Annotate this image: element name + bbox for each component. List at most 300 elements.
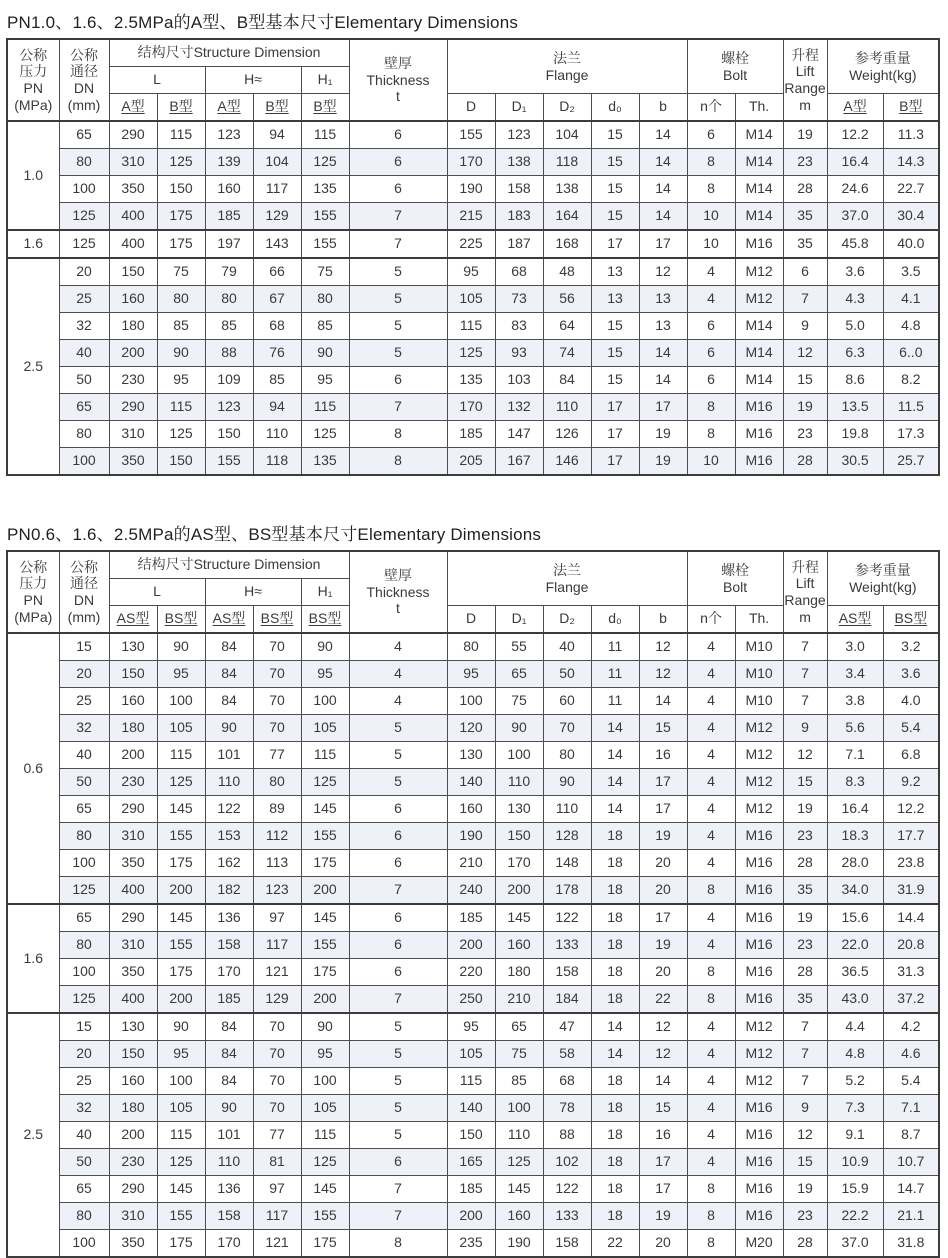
bolt-subheader: Th. <box>735 606 783 634</box>
value-cell: 95 <box>447 1013 495 1041</box>
value-cell: 145 <box>301 796 349 823</box>
value-cell: 6 <box>349 796 447 823</box>
value-cell: 145 <box>301 1176 349 1203</box>
value-cell: 165 <box>447 1149 495 1176</box>
value-cell: 121 <box>253 959 301 986</box>
value-cell: 36.5 <box>827 959 883 986</box>
table-row <box>7 877 939 905</box>
value-cell: 23 <box>783 149 827 176</box>
value-cell: 7 <box>349 203 447 231</box>
value-cell: 122 <box>205 796 253 823</box>
dimension-table-ab <box>6 38 940 476</box>
dn-cell: 100 <box>59 959 109 986</box>
value-cell: 13 <box>639 313 687 340</box>
value-cell: 12 <box>639 661 687 688</box>
value-cell: 250 <box>447 986 495 1014</box>
dn-cell: 25 <box>59 1068 109 1095</box>
table-row <box>7 633 939 661</box>
value-cell: 205 <box>447 448 495 476</box>
value-cell: 15 <box>783 367 827 394</box>
value-cell: 17 <box>639 769 687 796</box>
dn-header: 公称 通径 DN (mm) <box>59 551 109 633</box>
value-cell: 18 <box>591 1203 639 1230</box>
value-cell: 6 <box>349 932 447 959</box>
value-cell: 215 <box>447 203 495 231</box>
value-cell: 17.3 <box>883 421 939 448</box>
value-cell: 100 <box>301 688 349 715</box>
value-cell: 18.3 <box>827 823 883 850</box>
value-cell: 5 <box>349 286 447 313</box>
value-cell: 118 <box>543 149 591 176</box>
value-cell: 8 <box>687 421 735 448</box>
value-cell: 14 <box>591 1013 639 1041</box>
flange-subheader: D₁ <box>495 94 543 122</box>
value-cell: 70 <box>253 688 301 715</box>
value-cell: 8 <box>687 149 735 176</box>
value-cell: 5 <box>349 1095 447 1122</box>
value-cell: 84 <box>205 1068 253 1095</box>
value-cell: 8 <box>349 448 447 476</box>
value-cell: 155 <box>301 932 349 959</box>
value-cell: 105 <box>447 1041 495 1068</box>
dn-cell: 50 <box>59 367 109 394</box>
dn-cell: 20 <box>59 661 109 688</box>
value-cell: 31.8 <box>883 1230 939 1258</box>
value-cell: 14.4 <box>883 904 939 932</box>
value-cell: M14 <box>735 203 783 231</box>
value-cell: M14 <box>735 340 783 367</box>
value-cell: 158 <box>495 176 543 203</box>
value-cell: M16 <box>735 959 783 986</box>
value-cell: 7 <box>783 633 827 661</box>
dn-cell: 32 <box>59 313 109 340</box>
value-cell: M12 <box>735 1068 783 1095</box>
value-cell: 170 <box>205 1230 253 1258</box>
value-cell: 185 <box>447 421 495 448</box>
value-cell: 110 <box>543 796 591 823</box>
value-cell: 230 <box>109 769 157 796</box>
value-cell: 15 <box>639 1095 687 1122</box>
value-cell: 8.2 <box>883 367 939 394</box>
value-cell: 80 <box>157 286 205 313</box>
value-cell: 84 <box>543 367 591 394</box>
value-cell: 95 <box>157 367 205 394</box>
value-cell: 135 <box>447 367 495 394</box>
value-cell: 84 <box>205 1041 253 1068</box>
value-cell: 4 <box>687 661 735 688</box>
value-cell: 70 <box>543 715 591 742</box>
dn-cell: 80 <box>59 823 109 850</box>
value-cell: 125 <box>301 1149 349 1176</box>
value-cell: 7 <box>349 986 447 1014</box>
value-cell: M16 <box>735 986 783 1014</box>
value-cell: 155 <box>157 1203 205 1230</box>
value-cell: 310 <box>109 421 157 448</box>
thickness-header: 壁厚 Thickness t <box>349 551 447 633</box>
value-cell: 182 <box>205 877 253 905</box>
dn-cell: 32 <box>59 715 109 742</box>
value-cell: 70 <box>253 1013 301 1041</box>
value-cell: 17 <box>639 1176 687 1203</box>
value-cell: 155 <box>447 121 495 149</box>
flange-subheader: D <box>447 94 495 122</box>
value-cell: 4 <box>687 258 735 286</box>
value-cell: 23 <box>783 823 827 850</box>
pn-group-cell: 0.6 <box>7 633 59 904</box>
value-cell: 115 <box>157 1122 205 1149</box>
value-cell: 104 <box>253 149 301 176</box>
value-cell: 7 <box>783 286 827 313</box>
value-cell: 12 <box>639 1013 687 1041</box>
value-cell: M10 <box>735 688 783 715</box>
value-cell: 12 <box>639 258 687 286</box>
value-cell: 14 <box>639 176 687 203</box>
value-cell: 30.4 <box>883 203 939 231</box>
value-cell: 4.3 <box>827 286 883 313</box>
value-cell: 11.5 <box>883 394 939 421</box>
value-cell: 17 <box>591 448 639 476</box>
flange-header: 法兰 Flange <box>447 39 687 94</box>
value-cell: 123 <box>205 394 253 421</box>
value-cell: 126 <box>543 421 591 448</box>
value-cell: 145 <box>157 904 205 932</box>
dn-cell: 125 <box>59 986 109 1014</box>
value-cell: 7.1 <box>883 1095 939 1122</box>
table-row <box>7 340 939 367</box>
value-cell: 90 <box>495 715 543 742</box>
value-cell: 14 <box>591 796 639 823</box>
weight-type-subheader: A型 <box>827 94 883 122</box>
value-cell: 148 <box>543 850 591 877</box>
value-cell: 125 <box>157 149 205 176</box>
value-cell: 75 <box>301 258 349 286</box>
value-cell: 17 <box>639 904 687 932</box>
table-row <box>7 796 939 823</box>
value-cell: 14 <box>639 340 687 367</box>
value-cell: 200 <box>109 1122 157 1149</box>
value-cell: 4.0 <box>883 688 939 715</box>
value-cell: 230 <box>109 1149 157 1176</box>
value-cell: 76 <box>253 340 301 367</box>
table-row <box>7 904 939 932</box>
table-row <box>7 286 939 313</box>
value-cell: 190 <box>447 823 495 850</box>
value-cell: 5.4 <box>883 715 939 742</box>
value-cell: 4 <box>687 742 735 769</box>
table-row <box>7 986 939 1014</box>
value-cell: 150 <box>495 823 543 850</box>
value-cell: 73 <box>495 286 543 313</box>
thickness-header: 壁厚 Thickness t <box>349 39 447 121</box>
value-cell: 15 <box>591 176 639 203</box>
value-cell: 100 <box>157 688 205 715</box>
value-cell: M14 <box>735 313 783 340</box>
table-row <box>7 1149 939 1176</box>
value-cell: 400 <box>109 986 157 1014</box>
table-row <box>7 1013 939 1041</box>
value-cell: 22.0 <box>827 932 883 959</box>
value-cell: 15.6 <box>827 904 883 932</box>
value-cell: 155 <box>301 230 349 258</box>
dn-cell: 40 <box>59 340 109 367</box>
value-cell: 150 <box>447 1122 495 1149</box>
value-cell: 8 <box>687 877 735 905</box>
value-cell: 20 <box>639 1230 687 1258</box>
type-subheader: A型 <box>109 94 157 122</box>
value-cell: 95 <box>301 1041 349 1068</box>
value-cell: 6 <box>349 904 447 932</box>
value-cell: 115 <box>157 394 205 421</box>
value-cell: 200 <box>157 877 205 905</box>
value-cell: 158 <box>543 1230 591 1258</box>
value-cell: 117 <box>253 1203 301 1230</box>
dn-cell: 15 <box>59 1013 109 1041</box>
value-cell: 4.2 <box>883 1013 939 1041</box>
value-cell: 3.4 <box>827 661 883 688</box>
value-cell: 150 <box>157 176 205 203</box>
value-cell: 94 <box>253 121 301 149</box>
value-cell: 4 <box>687 1122 735 1149</box>
flange-subheader: b <box>639 94 687 122</box>
value-cell: 175 <box>157 203 205 231</box>
value-cell: 105 <box>157 1095 205 1122</box>
type-subheader: AS型 <box>109 606 157 634</box>
value-cell: 11 <box>591 633 639 661</box>
value-cell: 4 <box>687 1013 735 1041</box>
value-cell: 7 <box>349 1176 447 1203</box>
value-cell: 158 <box>205 932 253 959</box>
value-cell: 22.7 <box>883 176 939 203</box>
table-row <box>7 1176 939 1203</box>
dn-cell: 100 <box>59 850 109 877</box>
value-cell: 160 <box>495 1203 543 1230</box>
value-cell: 14 <box>591 742 639 769</box>
value-cell: 8.6 <box>827 367 883 394</box>
value-cell: 164 <box>543 203 591 231</box>
dimension-table-asbs <box>6 550 940 1258</box>
value-cell: 135 <box>301 176 349 203</box>
table-row <box>7 823 939 850</box>
value-cell: 170 <box>447 394 495 421</box>
value-cell: 110 <box>205 1149 253 1176</box>
value-cell: 14 <box>591 769 639 796</box>
value-cell: 23 <box>783 1203 827 1230</box>
table-row <box>7 421 939 448</box>
value-cell: 150 <box>109 661 157 688</box>
value-cell: 150 <box>109 1041 157 1068</box>
h-header: H≈ <box>205 579 301 606</box>
value-cell: 85 <box>157 313 205 340</box>
value-cell: 56 <box>543 286 591 313</box>
value-cell: 23 <box>783 421 827 448</box>
value-cell: 88 <box>205 340 253 367</box>
value-cell: 105 <box>157 715 205 742</box>
table-row <box>7 661 939 688</box>
value-cell: M16 <box>735 394 783 421</box>
value-cell: 95 <box>301 661 349 688</box>
value-cell: 130 <box>109 633 157 661</box>
value-cell: 200 <box>495 877 543 905</box>
value-cell: 77 <box>253 742 301 769</box>
table-row <box>7 932 939 959</box>
value-cell: 18 <box>591 850 639 877</box>
value-cell: 83 <box>495 313 543 340</box>
value-cell: 14 <box>591 715 639 742</box>
value-cell: 12.2 <box>883 796 939 823</box>
value-cell: 14.7 <box>883 1176 939 1203</box>
value-cell: 400 <box>109 230 157 258</box>
value-cell: 125 <box>157 769 205 796</box>
value-cell: M12 <box>735 796 783 823</box>
value-cell: 123 <box>205 121 253 149</box>
value-cell: 9 <box>783 313 827 340</box>
value-cell: 5 <box>349 1041 447 1068</box>
value-cell: 160 <box>109 286 157 313</box>
value-cell: 115 <box>301 394 349 421</box>
value-cell: M12 <box>735 1041 783 1068</box>
value-cell: 12 <box>639 1041 687 1068</box>
value-cell: 140 <box>447 769 495 796</box>
value-cell: 4 <box>687 715 735 742</box>
value-cell: 15 <box>591 203 639 231</box>
value-cell: 4 <box>687 904 735 932</box>
value-cell: 113 <box>253 850 301 877</box>
value-cell: 170 <box>447 149 495 176</box>
value-cell: 136 <box>205 1176 253 1203</box>
table-row <box>7 367 939 394</box>
value-cell: 170 <box>495 850 543 877</box>
value-cell: 75 <box>495 688 543 715</box>
table-body <box>7 121 939 475</box>
value-cell: 3.6 <box>883 661 939 688</box>
l-header: L <box>109 579 205 606</box>
dn-cell: 125 <box>59 230 109 258</box>
value-cell: M12 <box>735 1013 783 1041</box>
value-cell: 123 <box>495 121 543 149</box>
value-cell: 28 <box>783 1230 827 1258</box>
value-cell: 125 <box>301 421 349 448</box>
table-row <box>7 959 939 986</box>
value-cell: 6.8 <box>883 742 939 769</box>
value-cell: 200 <box>301 986 349 1014</box>
value-cell: 6 <box>687 340 735 367</box>
value-cell: 185 <box>205 203 253 231</box>
value-cell: 225 <box>447 230 495 258</box>
value-cell: 6 <box>687 367 735 394</box>
value-cell: 125 <box>447 340 495 367</box>
value-cell: 290 <box>109 796 157 823</box>
pn-group-cell: 1.6 <box>7 904 59 1013</box>
value-cell: 12 <box>783 340 827 367</box>
value-cell: 5 <box>349 742 447 769</box>
dn-cell: 20 <box>59 258 109 286</box>
value-cell: 8 <box>687 394 735 421</box>
value-cell: 8 <box>687 959 735 986</box>
value-cell: 4.8 <box>883 313 939 340</box>
value-cell: 17 <box>639 1149 687 1176</box>
value-cell: 100 <box>157 1068 205 1095</box>
value-cell: 4 <box>687 932 735 959</box>
table-row <box>7 742 939 769</box>
document-page <box>6 8 942 1258</box>
value-cell: 153 <box>205 823 253 850</box>
dn-cell: 40 <box>59 1122 109 1149</box>
value-cell: 10.9 <box>827 1149 883 1176</box>
value-cell: 17 <box>639 230 687 258</box>
value-cell: 19 <box>639 421 687 448</box>
value-cell: 7 <box>783 1013 827 1041</box>
dn-cell: 65 <box>59 1176 109 1203</box>
value-cell: 168 <box>543 230 591 258</box>
value-cell: 101 <box>205 1122 253 1149</box>
table-row <box>7 1122 939 1149</box>
value-cell: 6 <box>687 121 735 149</box>
value-cell: 17 <box>591 421 639 448</box>
h-header: H≈ <box>205 67 301 94</box>
value-cell: 43.0 <box>827 986 883 1014</box>
value-cell: 35 <box>783 203 827 231</box>
value-cell: 5 <box>349 313 447 340</box>
value-cell: 90 <box>301 633 349 661</box>
table-2-block <box>6 520 942 1258</box>
pn-header: 公称 压力 PN (MPa) <box>7 551 59 633</box>
value-cell: M14 <box>735 149 783 176</box>
value-cell: 125 <box>157 421 205 448</box>
value-cell: 16 <box>639 742 687 769</box>
value-cell: 175 <box>157 230 205 258</box>
value-cell: 6 <box>349 959 447 986</box>
value-cell: 112 <box>253 823 301 850</box>
value-cell: 175 <box>157 959 205 986</box>
table-row <box>7 1068 939 1095</box>
structure-dimension-header: 结构尺寸Structure Dimension <box>109 551 349 579</box>
bolt-header: 螺栓 Bolt <box>687 551 783 606</box>
value-cell: 105 <box>447 286 495 313</box>
table-row <box>7 313 939 340</box>
value-cell: 22 <box>639 986 687 1014</box>
value-cell: 10 <box>687 230 735 258</box>
value-cell: 22 <box>591 1230 639 1258</box>
dn-cell: 65 <box>59 394 109 421</box>
value-cell: 28 <box>783 850 827 877</box>
type-subheader: AS型 <box>205 606 253 634</box>
value-cell: 5.0 <box>827 313 883 340</box>
value-cell: 110 <box>205 769 253 796</box>
value-cell: 18 <box>591 904 639 932</box>
value-cell: 6 <box>349 367 447 394</box>
value-cell: 95 <box>157 661 205 688</box>
value-cell: 4 <box>687 796 735 823</box>
type-subheader: BS型 <box>157 606 205 634</box>
value-cell: 155 <box>157 932 205 959</box>
value-cell: M16 <box>735 421 783 448</box>
value-cell: 18 <box>591 1068 639 1095</box>
value-cell: 3.5 <box>883 258 939 286</box>
value-cell: M16 <box>735 850 783 877</box>
value-cell: 100 <box>495 742 543 769</box>
table-1-title: PN1.0、1.6、2.5MPa的A型、B型基本尺寸Elementary Dimensions <box>7 13 519 32</box>
value-cell: 9 <box>783 715 827 742</box>
value-cell: 128 <box>543 823 591 850</box>
value-cell: 185 <box>205 986 253 1014</box>
value-cell: 15 <box>591 313 639 340</box>
dn-cell: 65 <box>59 796 109 823</box>
value-cell: 4 <box>687 1149 735 1176</box>
type-subheader: B型 <box>157 94 205 122</box>
value-cell: 400 <box>109 203 157 231</box>
value-cell: 146 <box>543 448 591 476</box>
value-cell: 35 <box>783 877 827 905</box>
